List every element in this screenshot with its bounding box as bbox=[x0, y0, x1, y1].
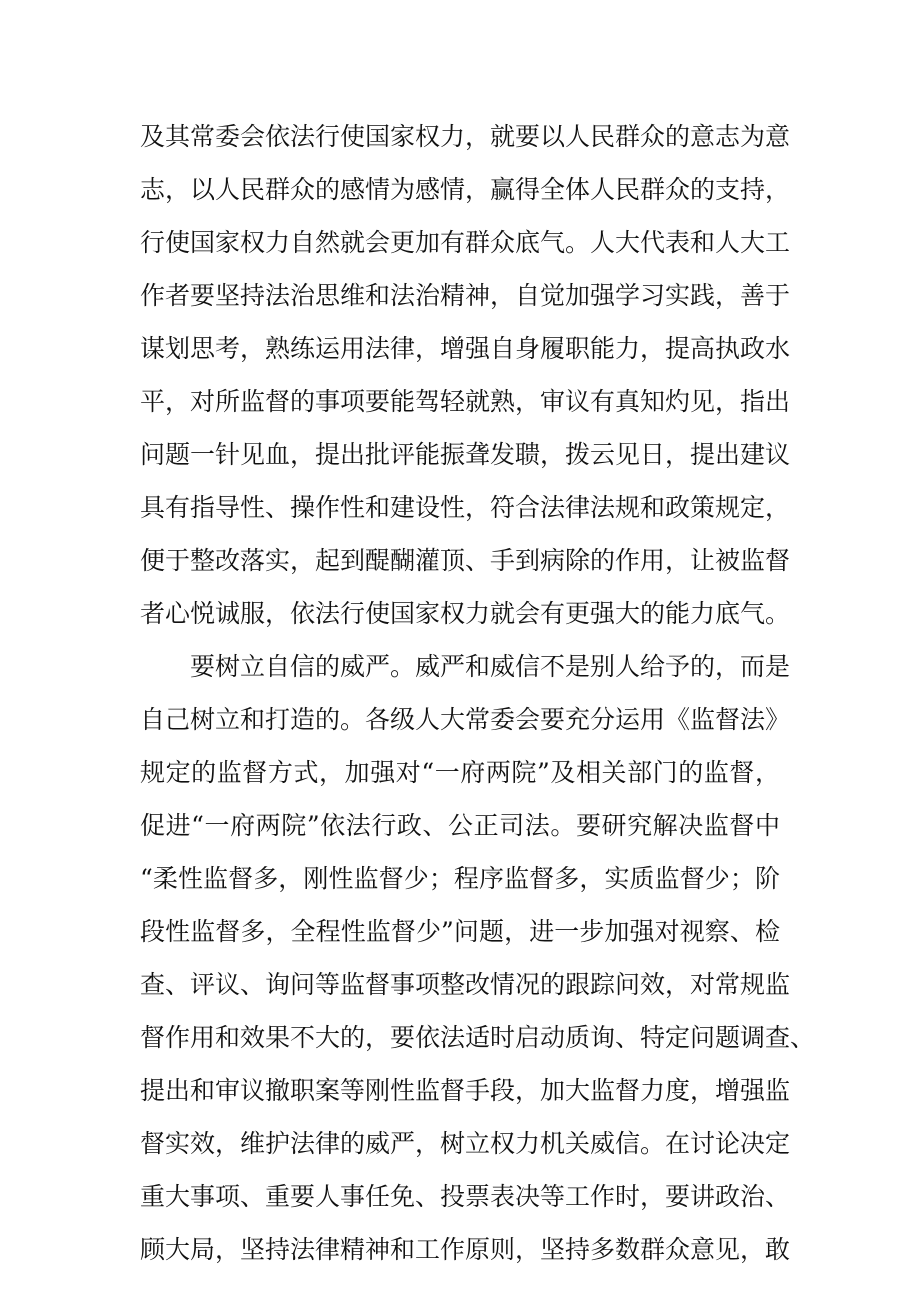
text-line: 便于整改落实，起到醍醐灌顶、手到病除的作用，让被监督 bbox=[140, 546, 791, 575]
text-line: 督实效，维护法律的威严，树立权力机关威信。在讨论决定 bbox=[140, 1129, 791, 1158]
text-line: 规定的监督方式，加强对“一府两院”及相关部门的监督， bbox=[140, 758, 780, 787]
document-body bbox=[140, 110, 816, 1276]
text-line: 谋划思考，熟练运用法律，增强自身履职能力，提高执政水 bbox=[140, 334, 791, 363]
text-line: 具有指导性、操作性和建设性，符合法律法规和政策规定， bbox=[140, 493, 791, 522]
text-line: 问题一针见血，提出批评能振聋发聩，拨云见日，提出建议 bbox=[140, 440, 791, 469]
text-line: 重大事项、重要人事任免、投票表决等工作时，要讲政治、 bbox=[140, 1182, 791, 1211]
paragraph-first-line: 要树立自信的威严。威严和威信不是别人给予的，而是 bbox=[190, 652, 791, 681]
text-line: 提出和审议撤职案等刚性监督手段，加大监督力度，增强监 bbox=[140, 1076, 791, 1105]
text-line: 督作用和效果不大的，要依法适时启动质询、特定问题调查、 bbox=[140, 1023, 816, 1052]
text-line: 查、评议、询问等监督事项整改情况的跟踪问效，对常规监 bbox=[140, 970, 791, 999]
text-line: 平，对所监督的事项要能驾轻就熟，审议有真知灼见，指出 bbox=[140, 387, 791, 416]
text-line: 者心悦诚服，依法行使国家权力就会有更强大的能力底气。 bbox=[140, 599, 791, 628]
text-line: 行使国家权力自然就会更加有群众底气。人大代表和人大工 bbox=[140, 228, 791, 257]
text-line: 志，以人民群众的感情为感情，赢得全体人民群众的支持， bbox=[140, 175, 791, 204]
text-line: “柔性监督多，刚性监督少；程序监督多，实质监督少；阶 bbox=[140, 864, 780, 893]
text-line: 顾大局，坚持法律精神和工作原则，坚持多数群众意见，敢 bbox=[140, 1235, 791, 1264]
text-line: 作者要坚持法治思维和法治精神，自觉加强学习实践，善于 bbox=[140, 281, 791, 310]
text-line: 及其常委会依法行使国家权力，就要以人民群众的意志为意 bbox=[140, 122, 791, 151]
text-line: 自己树立和打造的。各级人大常委会要充分运用《监督法》 bbox=[140, 705, 791, 734]
text-line: 段性监督多，全程性监督少”问题，进一步加强对视察、检 bbox=[140, 917, 780, 946]
text-line: 促进“一府两院”依法行政、公正司法。要研究解决监督中 bbox=[140, 811, 780, 840]
